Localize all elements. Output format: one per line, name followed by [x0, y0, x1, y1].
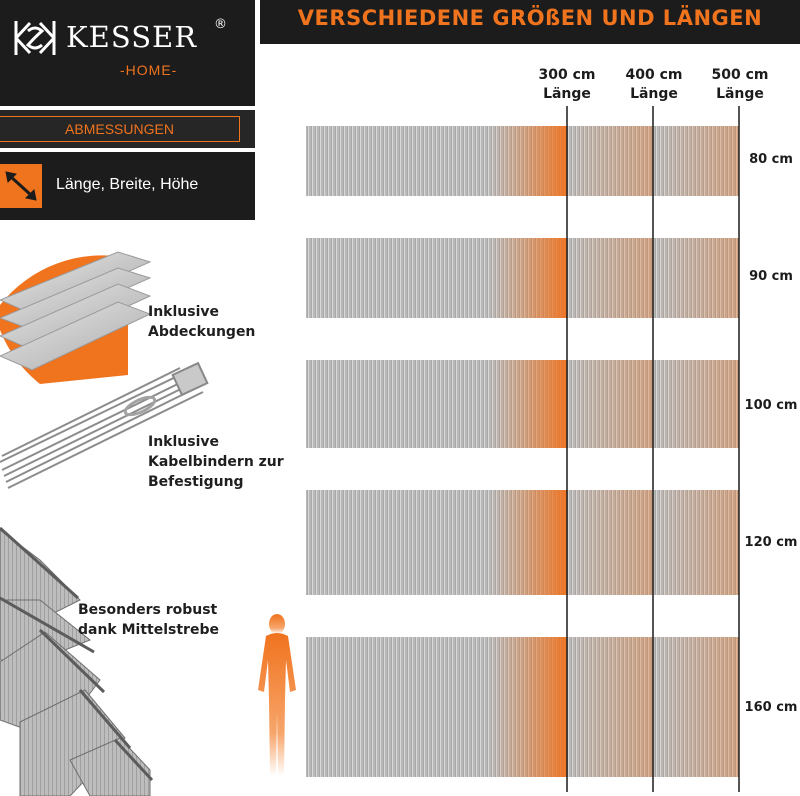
- feature-caption-robust: [78, 600, 219, 640]
- fence-panel-row: [306, 490, 739, 595]
- length-500-highlight: [653, 490, 739, 595]
- length-500-highlight: [653, 637, 739, 777]
- registered-mark: ®: [214, 17, 227, 32]
- length-value: 300 cm: [538, 67, 596, 83]
- caption-line: Besonders robust: [78, 602, 218, 618]
- caption-line: Befestigung: [148, 474, 244, 490]
- length-word: Länge: [716, 86, 764, 102]
- length-500-highlight: [653, 238, 739, 318]
- length-300-highlight: [490, 360, 567, 448]
- fence-panel-row: [306, 238, 739, 318]
- length-400-highlight: [567, 360, 653, 448]
- length-300-highlight: [490, 238, 567, 318]
- measure-text: Länge, Breite, Höhe: [56, 176, 199, 193]
- fence-panel-row: [306, 360, 739, 448]
- length-400-highlight: [567, 490, 653, 595]
- brand-sub: -HOME-: [120, 62, 178, 78]
- length-300-highlight: [490, 637, 567, 777]
- fence-panel-row: [306, 637, 739, 777]
- length-label-300: [532, 66, 602, 104]
- caption-line: dank Mittelstrebe: [78, 622, 219, 638]
- length-500-highlight: [653, 126, 739, 196]
- length-500-highlight: [653, 360, 739, 448]
- length-label-500: [705, 66, 775, 104]
- feature-caption-cable-ties: [148, 432, 284, 492]
- caption-line: Inklusive: [148, 304, 220, 320]
- length-value: 500 cm: [711, 67, 769, 83]
- dimensions-label: ABMESSUNGEN: [0, 116, 240, 142]
- length-400-highlight: [567, 637, 653, 777]
- height-label: 90 cm: [749, 269, 793, 284]
- length-value: 400 cm: [625, 67, 683, 83]
- fence-panel-row: [306, 126, 739, 196]
- caption-line: Inklusive: [148, 434, 220, 450]
- length-300-highlight: [490, 126, 567, 196]
- length-word: Länge: [630, 86, 678, 102]
- height-label: 160 cm: [744, 700, 798, 715]
- page-title: VERSCHIEDENE GRÖßEN UND LÄNGEN: [297, 6, 763, 30]
- length-400-highlight: [567, 238, 653, 318]
- height-label: 120 cm: [744, 535, 798, 550]
- caption-line: Kabelbindern zur: [148, 454, 284, 470]
- length-400-highlight: [567, 126, 653, 196]
- feature-caption-covers: [148, 302, 255, 342]
- length-300-highlight: [490, 490, 567, 595]
- caption-line: Abdeckungen: [148, 324, 256, 340]
- height-label: 100 cm: [744, 398, 798, 413]
- height-label: 80 cm: [749, 152, 793, 167]
- length-label-400: [619, 66, 689, 104]
- brand-name: KESSER: [66, 20, 198, 54]
- length-word: Länge: [543, 86, 591, 102]
